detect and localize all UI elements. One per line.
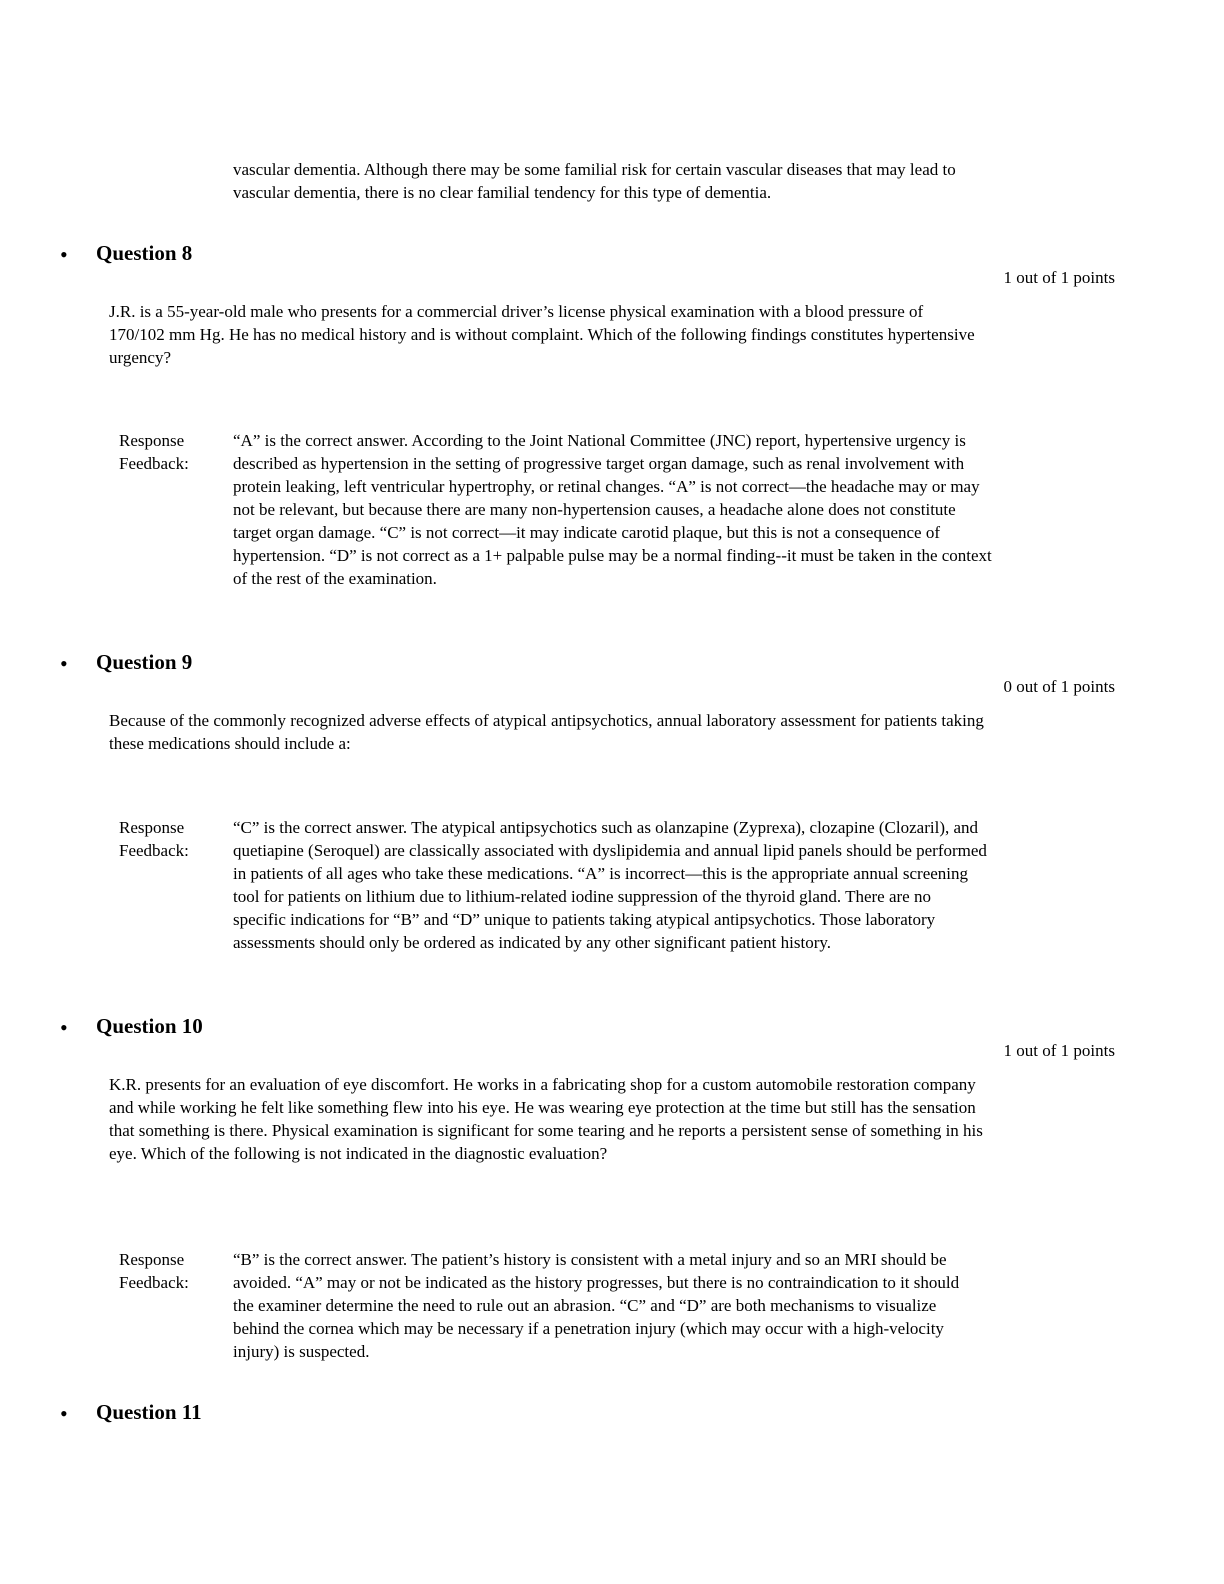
question-10-text: K.R. presents for an evaluation of eye discomfort. He works in a fabricating shop for a custom automobile restoration company and while working he felt like something flew into his eye. He was wearing eye protection at the time but still has the sensation that something is there. Physical examination is significant for some tearing and he reports a persistent sense of something in his eye. Which of the following is not indicated in the diagnostic evaluation? xyxy=(109,1075,983,1163)
question-9-feedback: “C” is the correct answer. The atypical antipsychotics such as olanzapine (Zyprexa), clozapine (Clozaril), and quetiapine (Seroquel) are classically associated with dyslipidemia and annual lipid panels should be performed in patients of all ages who take these medications. “A” is incorrect—this is the appropriate annual screening tool for patients on lithium due to lithium-related iodine suppression of the thyroid gland. There are no specific indications for “B” and “D” unique to patients taking atypical antipsychotics. Those laboratory assessments should only be ordered as indicated by any other significant patient history. xyxy=(233,818,987,952)
continuation-text: vascular dementia. Although there may be some familial risk for certain vascular diseases that may lead to vascular dementia, there is no clear familial tendency for this type of dementia. xyxy=(233,160,956,202)
question-8-response-label xyxy=(119,429,219,475)
question-10-feedback: “B” is the correct answer. The patient’s history is consistent with a metal injury and so an MRI should be avoided. “A” may or not be indicated as the history progresses, but there is no contraindication to it should the examiner determine the need to rule out an abrasion. “C” and “D” are both mechanisms to visualize behind the cornea which may be necessary if a penetration injury (which may occur with a high-velocity injury) is suspected. xyxy=(233,1250,960,1361)
question-8-title: Question 8 xyxy=(96,241,193,265)
question-9-bullet: • xyxy=(60,651,68,676)
question-8-feedback: “A” is the correct answer. According to the Joint National Committee (JNC) report, hypertensive urgency is described as hypertension in the setting of progressive target organ damage, such as renal involvement with protein leaking, left ventricular hypertrophy, or retinal changes. “A” is not correct—the headache may or may not be relevant, but because there are many non-hypertension causes, a headache alone does not constitute target organ damage. “C” is not correct—it may indicate carotid plaque, but this is not a consequence of hypertension. “D” is not correct as a 1+ palpable pulse may be a normal finding--it must be taken in the context of the rest of the examination. xyxy=(233,431,992,588)
question-10-bullet: • xyxy=(60,1015,68,1040)
response-label-line2: Feedback: xyxy=(119,841,189,860)
question-10-points: 1 out of 1 points xyxy=(1003,1041,1115,1060)
question-8-text: J.R. is a 55-year-old male who presents for a commercial driver’s license physical examination with a blood pressure of 170/102 mm Hg. He has no medical history and is without complaint. Which of the following findings constitutes hypertensive urgency? xyxy=(109,302,975,367)
question-8-points: 1 out of 1 points xyxy=(1003,268,1115,287)
question-11-title: Question 11 xyxy=(96,1400,202,1424)
response-label-line2: Feedback: xyxy=(119,1273,189,1292)
question-9-points: 0 out of 1 points xyxy=(1003,677,1115,696)
question-9-response-label xyxy=(119,816,219,862)
response-label-line2: Feedback: xyxy=(119,454,189,473)
question-8-bullet: • xyxy=(60,242,68,267)
question-10-response-label xyxy=(119,1248,219,1294)
response-label-line1: Response xyxy=(119,818,185,837)
response-label-line1: Response xyxy=(119,431,185,450)
question-11-bullet: • xyxy=(60,1401,68,1426)
question-9-text: Because of the commonly recognized adverse effects of atypical antipsychotics, annual laboratory assessment for patients taking these medications should include a: xyxy=(109,711,984,753)
response-label-line1: Response xyxy=(119,1250,185,1269)
question-9-title: Question 9 xyxy=(96,650,193,674)
question-10-title: Question 10 xyxy=(96,1014,203,1038)
